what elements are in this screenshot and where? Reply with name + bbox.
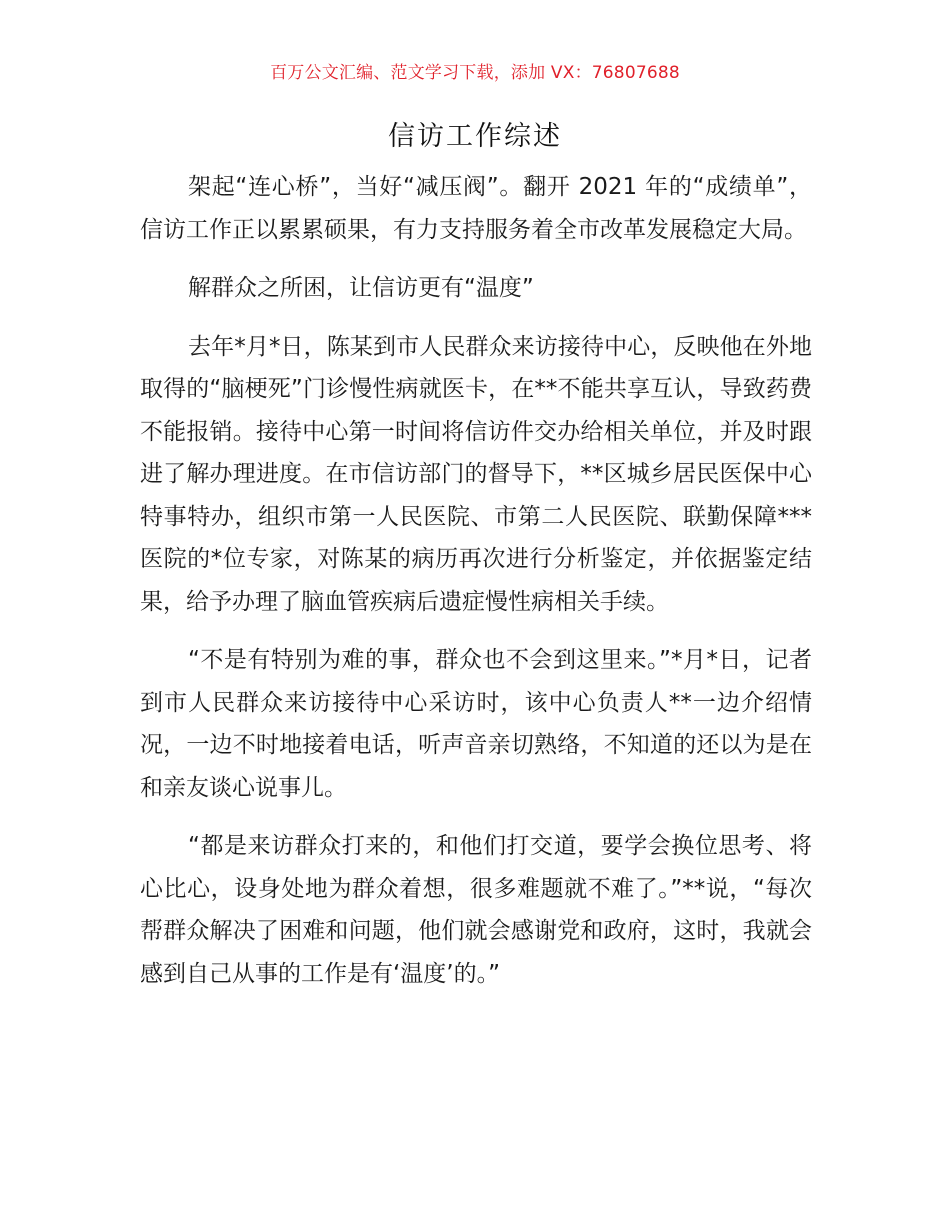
header-watermark: 百万公文汇编、范文学习下载，添加 VX：76807688 <box>270 63 680 83</box>
section-heading: 解群众之所困，让信访更有“温度” <box>188 275 534 301</box>
document-title: 信访工作综述 <box>388 121 562 152</box>
document-body <box>140 166 812 1011</box>
paragraph-quote: “都是来访群众打来的，和他们打交道，要学会换位思考、将心比心，设身处地为群众着想，很多难题就不难了。”**说，“每次帮群众解决了困难和问题，他们就会感谢党和政府，这时，我就会感到自己从事的工作是有‘温度’的。” <box>140 833 812 987</box>
paragraph-intro: 架起“连心桥”，当好“减压阀”。翻开 2021 年的“成绩单”，信访工作正以累累硕果，有力支持服务着全市改革发展稳定大局。 <box>140 174 812 243</box>
paragraph-case: 去年*月*日，陈某到市人民群众来访接待中心，反映他在外地取得的“脑梗死”门诊慢性病就医卡，在**不能共享互认，导致药费不能报销。接待中心第一时间将信访件交办给相关单位，并及时跟进了解办理进度。在市信访部门的督导下，**区城乡居民医保中心特事特办，组织市第一人民医院、市第二人民医院、联勤保障***医院的*位专家，对陈某的病历再次进行分析鉴定，并依据鉴定结果，给予办理了脑血管疾病后遗症慢性病相关手续。 <box>140 333 812 615</box>
paragraph-interview: “不是有特别为难的事，群众也不会到这里来。”*月*日，记者到市人民群众来访接待中心采访时，该中心负责人**一边介绍情况，一边不时地接着电话，听声音亲切熟络，不知道的还以为是在和亲友谈心说事儿。 <box>140 647 812 801</box>
